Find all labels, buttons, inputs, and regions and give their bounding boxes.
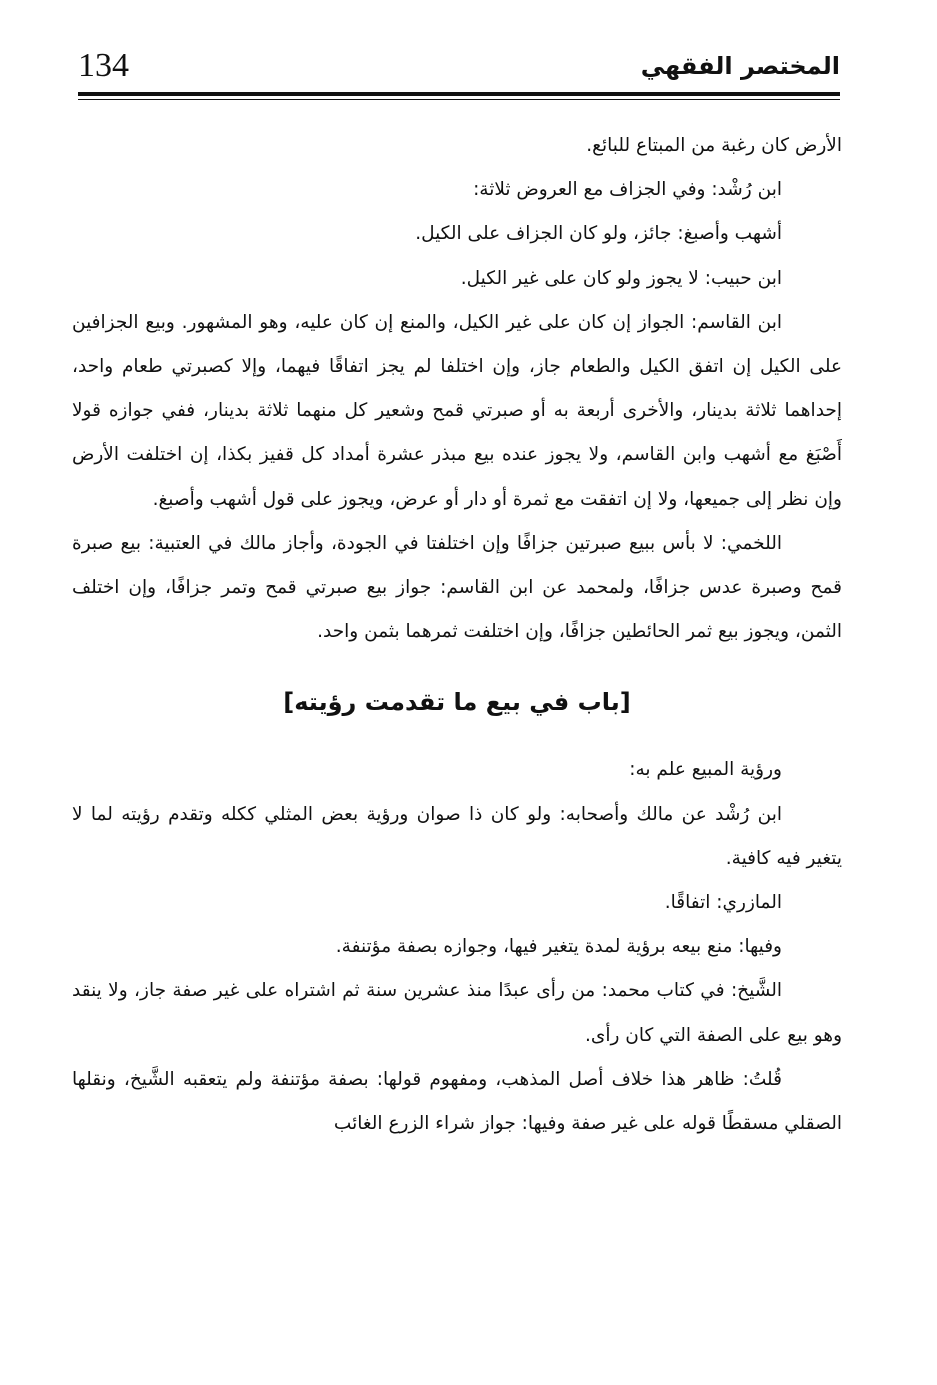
paragraph: أشهب وأصبغ: جائز، ولو كان الجزاف على الكيل. bbox=[415, 223, 782, 245]
page-number: 134 bbox=[78, 47, 129, 84]
page-header bbox=[78, 46, 840, 94]
page-body bbox=[72, 124, 842, 1146]
paragraph: وفيها: منع بيعه برؤية لمدة يتغير فيها، وجوازه بصفة مؤتنفة. bbox=[335, 936, 782, 958]
paragraph: المازري: اتفاقًا. bbox=[664, 892, 782, 914]
header-rule-thin bbox=[78, 99, 840, 100]
running-title: المختصر الفقهي bbox=[640, 52, 840, 80]
paragraph: ابن رُشْد عن مالك وأصحابه: ولو كان ذا صوان ورؤية بعض المثلي ككله وتقدم رؤيته لما لا يتغير فيه كافية. bbox=[72, 803, 842, 869]
paragraph: ابن القاسم: الجواز إن كان على غير الكيل، والمنع إن كان عليه، وهو المشهور. وبيع الجزافين على الكيل إن اتفق الكيل والطعام جاز، وإن اختلفا لم يجز اتفاقًا فيهما، وإلا كصبرتي طعام واحد، إحداهما ثلاثة بدينار، والأخرى أربعة به أو صبرتي قمح وشعير كل منهما ثلاثة بدينار، ففي جوازه قولا أَصْبَغ مع أشهب وابن القاسم، ولا يجوز عنده بيع مبذر عشرة أمداد كل قفيز بكذا، إن اختلفت الأرض وإن نظر إلى جميعها، ولا إن اتفقت مع ثمرة أو دار أو عرض، ويجوز على قول أشهب وأصبغ. bbox=[72, 311, 842, 510]
section-title: [باب في بيع ما تقدمت رؤيته] bbox=[283, 688, 631, 717]
paragraph: ابن رُشْد: وفي الجزاف مع العروض ثلاثة: bbox=[473, 179, 782, 201]
paragraph: قُلتُ: ظاهر هذا خلاف أصل المذهب، ومفهوم قولها: بصفة مؤتنفة ولم يتعقبه الشَّيخ، ونقلها الصقلي مسقطًا قوله على غير صفة وفيها: جواز شراء الزرع الغائب bbox=[72, 1068, 842, 1135]
paragraph: الشَّيخ: في كتاب محمد: من رأى عبدًا منذ عشرين سنة ثم اشتراه على غير صفة جاز، ولا ينقد وهو بيع على الصفة التي كان رأى. bbox=[72, 980, 842, 1046]
paragraph: الأرض كان رغبة من المبتاع للبائع. bbox=[586, 135, 842, 156]
paragraph: ابن حبيب: لا يجوز ولو كان على غير الكيل. bbox=[460, 267, 782, 289]
paragraph: اللخمي: لا بأس ببيع صبرتين جزافًا وإن اختلفتا في الجودة، وأجاز مالك في العتبية: بيع صبرة قمح وصبرة عدس جزافًا، ولمحمد عن ابن القاسم: جواز بيع صبرتي قمح وتمر جزافًا، وإن اختلف الثمن، ويجوز بيع ثمر الحائطين جزافًا، وإن اختلفت ثمرهما بثمن واحد. bbox=[72, 532, 842, 643]
header-rule-thick bbox=[78, 92, 840, 96]
paragraph: ورؤية المبيع علم به: bbox=[629, 759, 782, 781]
